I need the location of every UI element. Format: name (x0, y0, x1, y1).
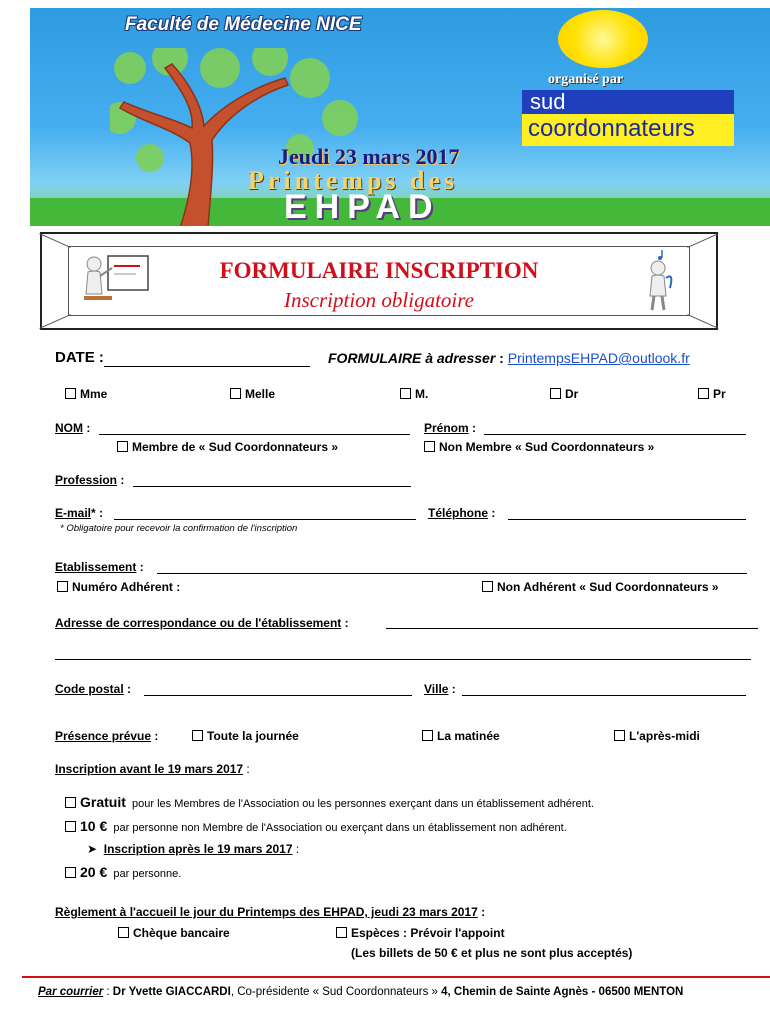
vingt-desc: par personne. (113, 868, 182, 880)
inscription-avant-label: Inscription avant le 19 mars 2017 (55, 762, 244, 776)
non-adherent-label: Non Adhérent « Sud Coordonnateurs » (497, 580, 719, 594)
ville-label-wrap (424, 682, 456, 696)
frame-corner (39, 233, 70, 248)
checkbox-icon (65, 821, 76, 832)
checkbox-icon (65, 388, 76, 399)
reglement-wrap (55, 905, 485, 919)
arrow-bullet-icon: ➤ (87, 842, 98, 856)
especes-label: Espèces : Prévoir l'appoint (351, 926, 505, 940)
adresse-field-line1[interactable] (386, 628, 758, 629)
civility-m[interactable] (400, 387, 428, 401)
email-note: * Obligatoire pour recevoir la confirmation de l'inscription (60, 523, 298, 534)
event-name-line2: EHPAD (284, 188, 441, 226)
civility-dr-label: Dr (565, 387, 579, 401)
prenom-sep: : (468, 421, 477, 435)
dix-label: 10 € (80, 818, 108, 834)
email-label: E-mail (55, 506, 92, 520)
presence-matinee-label: La matinée (437, 729, 500, 743)
telephone-label-wrap (428, 506, 495, 520)
date-field[interactable] (104, 366, 310, 367)
civility-pr[interactable] (698, 387, 726, 401)
ville-field[interactable] (462, 695, 746, 696)
prenom-field[interactable] (484, 434, 746, 435)
profession-label-wrap (55, 473, 124, 487)
profession-label: Profession (55, 473, 118, 487)
billets-note: (Les billets de 50 € et plus ne sont plus acceptés) (351, 946, 633, 960)
etablissement-label-wrap (55, 560, 144, 574)
adresse-field-line2[interactable] (55, 659, 751, 660)
adresse-label: Adresse de correspondance ou de l'établissement (55, 616, 342, 630)
vingt-label: 20 € (80, 864, 108, 880)
nom-label: NOM (55, 421, 83, 435)
email-field[interactable] (114, 519, 416, 520)
checkbox-icon (550, 388, 561, 399)
presence-journee-label: Toute la journée (207, 729, 299, 743)
presence-label-wrap (55, 729, 158, 743)
event-banner (30, 8, 770, 226)
code-postal-label: Code postal (55, 682, 124, 696)
footer-address (38, 986, 683, 998)
etablissement-label: Etablissement (55, 560, 137, 574)
etablissement-sep: : (136, 560, 144, 574)
checkbox-icon (230, 388, 241, 399)
ville-label: Ville (424, 682, 449, 696)
telephone-label: Téléphone (428, 506, 489, 520)
inscription-avant-wrap (55, 762, 250, 776)
presence-matinee[interactable] (422, 729, 500, 743)
membre-label: Membre de « Sud Coordonnateurs » (132, 440, 339, 454)
org-logo-top: sud (522, 90, 734, 114)
checkbox-icon (400, 388, 411, 399)
non-membre-checkbox[interactable] (424, 440, 654, 454)
nom-label-wrap (55, 421, 90, 435)
footer-role: , Co-présidente « Sud Coordonnateurs » (230, 986, 442, 998)
reglement-sep: : (477, 905, 486, 919)
form-title: FORMULAIRE INSCRIPTION (219, 258, 539, 283)
inscription-apres-label: Inscription après le 19 mars 2017 (103, 842, 293, 856)
sun-icon (558, 10, 648, 68)
footer-divider (22, 976, 770, 978)
address-to-label: FORMULAIRE à adresser (328, 350, 496, 366)
address-to (328, 350, 690, 366)
prenom-label-wrap (424, 421, 476, 435)
org-logo (522, 90, 734, 146)
civility-m-label: M. (415, 387, 429, 401)
event-name-line1: Printemps des (248, 166, 459, 195)
address-to-sep: : (495, 350, 508, 366)
presence-label: Présence prévue (55, 729, 152, 743)
form-subtitle: Inscription obligatoire (284, 288, 474, 312)
checkbox-icon (65, 867, 76, 878)
tarif-vingt[interactable] (65, 864, 181, 880)
paiement-especes[interactable] (336, 926, 505, 940)
gratuit-desc: pour les Membres de l'Association ou les personnes exerçant dans un établissement adhérent. (132, 798, 594, 810)
inscription-apres-wrap (87, 842, 299, 856)
membre-checkbox[interactable] (117, 440, 338, 454)
code-postal-label-wrap (55, 682, 131, 696)
nom-field[interactable] (99, 434, 410, 435)
gratuit-label: Gratuit (80, 794, 126, 810)
adresse-label-wrap (55, 616, 349, 630)
checkbox-icon (422, 730, 433, 741)
inscription-apres-sep: : (292, 842, 300, 856)
checkbox-icon (336, 927, 347, 938)
checkbox-icon (57, 581, 68, 592)
footer-sep: : (103, 986, 113, 998)
civility-pr-label: Pr (713, 387, 726, 401)
email-label-wrap (55, 506, 103, 520)
non-adherent-checkbox[interactable] (482, 580, 719, 594)
presence-journee[interactable] (192, 729, 299, 743)
dix-desc: par personne non Membre de l'Association ou exerçant dans un établissement non adhérent. (113, 822, 567, 834)
presence-sep: : (151, 729, 159, 743)
checkbox-icon (424, 441, 435, 452)
checkbox-icon (614, 730, 625, 741)
civility-dr[interactable] (550, 387, 578, 401)
inscription-avant-sep: : (243, 762, 250, 776)
non-membre-label: Non Membre « Sud Coordonnateurs » (439, 440, 655, 454)
contact-email-link[interactable]: PrintempsEHPAD@outlook.fr (507, 350, 690, 366)
footer-street: 4, Chemin de Sainte Agnès - 06500 MENTON (441, 986, 684, 998)
date-label: DATE : (55, 349, 104, 366)
frame-corner (39, 314, 70, 329)
checkbox-icon (117, 441, 128, 452)
numero-adherent-checkbox[interactable] (57, 580, 180, 594)
tarif-gratuit[interactable] (65, 794, 594, 810)
telephone-sep: : (488, 506, 496, 520)
checkbox-icon (118, 927, 129, 938)
organise-par-label: organisé par (548, 72, 624, 87)
checkbox-icon (192, 730, 203, 741)
form-header-frame (40, 232, 718, 330)
person-music-icon (640, 248, 680, 314)
civility-melle[interactable] (230, 387, 275, 401)
frame-corner (687, 233, 718, 248)
presence-apres-midi[interactable] (614, 729, 700, 743)
civility-melle-label: Melle (245, 387, 276, 401)
numero-adherent-label: Numéro Adhérent : (72, 580, 181, 594)
civility-mme[interactable] (65, 387, 107, 401)
par-courrier-label: Par courrier (38, 986, 104, 998)
profession-sep: : (117, 473, 125, 487)
prenom-label: Prénom (424, 421, 469, 435)
checkbox-icon (698, 388, 709, 399)
nom-sep: : (83, 421, 91, 435)
checkbox-icon (482, 581, 493, 592)
org-logo-bottom: coordonnateurs (528, 115, 695, 142)
cheque-label: Chèque bancaire (133, 926, 230, 940)
etablissement-field[interactable] (157, 573, 747, 574)
paiement-cheque[interactable] (118, 926, 230, 940)
ville-sep: : (448, 682, 456, 696)
presence-apres-midi-label: L'après-midi (629, 729, 700, 743)
tarif-dix[interactable] (65, 818, 567, 834)
faculty-title: Faculté de Médecine NICE (125, 14, 362, 35)
reglement-label: Règlement à l'accueil le jour du Printemps des EHPAD, jeudi 23 mars 2017 (55, 905, 478, 919)
adresse-sep: : (341, 616, 349, 630)
email-star: * : (91, 506, 104, 520)
checkbox-icon (65, 797, 76, 808)
frame-corner (687, 314, 718, 329)
code-postal-sep: : (123, 682, 132, 696)
profession-field[interactable] (133, 486, 411, 487)
telephone-field[interactable] (508, 519, 746, 520)
code-postal-field[interactable] (144, 695, 412, 696)
event-date: Jeudi 23 mars 2017 (278, 144, 460, 169)
footer-name: Dr Yvette GIACCARDI (112, 986, 231, 998)
civility-mme-label: Mme (80, 387, 108, 401)
